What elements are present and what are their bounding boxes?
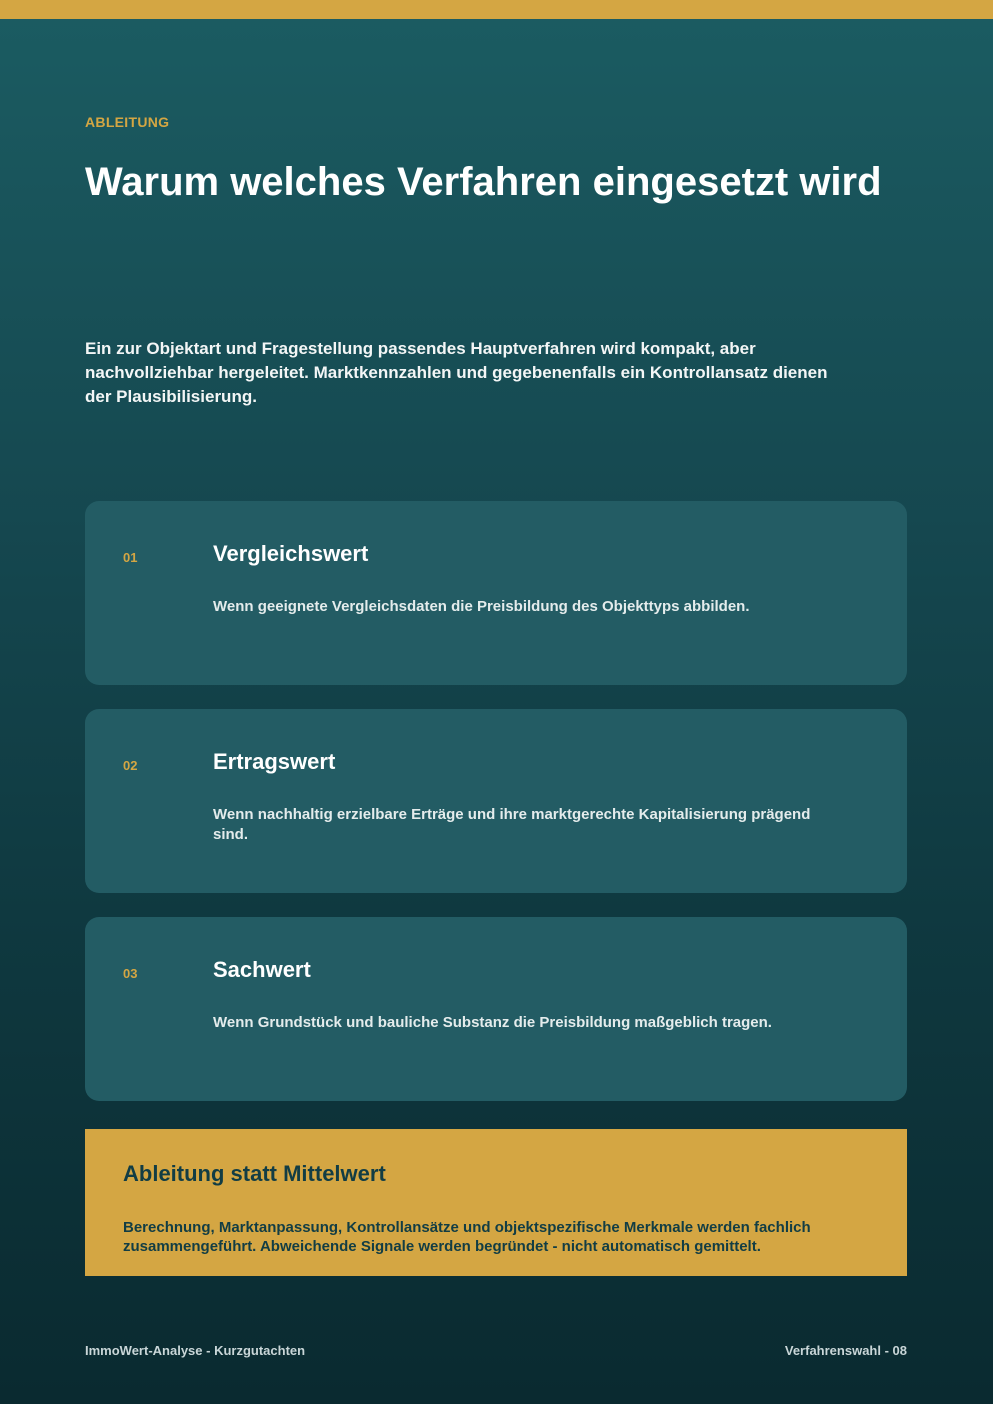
page-title: Warum welches Verfahren eingesetzt wird bbox=[85, 160, 882, 204]
method-description: Wenn Grundstück und bauliche Substanz die Preisbildung maßgeblich tragen. bbox=[213, 1014, 772, 1031]
footer-document-name: ImmoWert-Analyse - Kurzgutachten bbox=[85, 1343, 306, 1358]
method-card-vergleichswert bbox=[85, 501, 907, 685]
method-title: Vergleichswert bbox=[213, 541, 369, 566]
method-card-sachwert bbox=[85, 917, 907, 1101]
intro-paragraph: Ein zur Objektart und Fragestellung passendes Hauptverfahren wird kompakt, aber nachvollziehbar hergeleitet. Marktkennzahlen und gegebenenfalls ein Kontrollansatz dienen der Plausibilisierung. bbox=[85, 339, 828, 406]
callout-title: Ableitung statt Mittelwert bbox=[123, 1161, 386, 1186]
method-description: Wenn geeignete Vergleichsdaten die Preisbildung des Objekttyps abbilden. bbox=[213, 598, 750, 615]
method-title: Ertragswert bbox=[213, 749, 336, 774]
method-number: 01 bbox=[123, 550, 138, 565]
method-card-ertragswert bbox=[85, 709, 907, 893]
method-number: 03 bbox=[123, 966, 138, 981]
top-accent-bar bbox=[0, 0, 993, 19]
section-eyebrow: ABLEITUNG bbox=[85, 114, 170, 130]
method-description: Wenn nachhaltig erzielbare Erträge und ihre marktgerechte Kapitalisierung prägend sind. bbox=[213, 806, 811, 843]
method-number: 02 bbox=[123, 758, 138, 773]
footer-page-label: Verfahrenswahl - 08 bbox=[784, 1343, 907, 1358]
summary-callout bbox=[85, 1129, 907, 1276]
method-title: Sachwert bbox=[213, 957, 311, 982]
callout-text: Berechnung, Marktanpassung, Kontrollansätze und objektspezifische Merkmale werden fachlich zusammengeführt. Abweichende Signale werden begründet - nicht automatisch gemittelt. bbox=[123, 1219, 811, 1255]
